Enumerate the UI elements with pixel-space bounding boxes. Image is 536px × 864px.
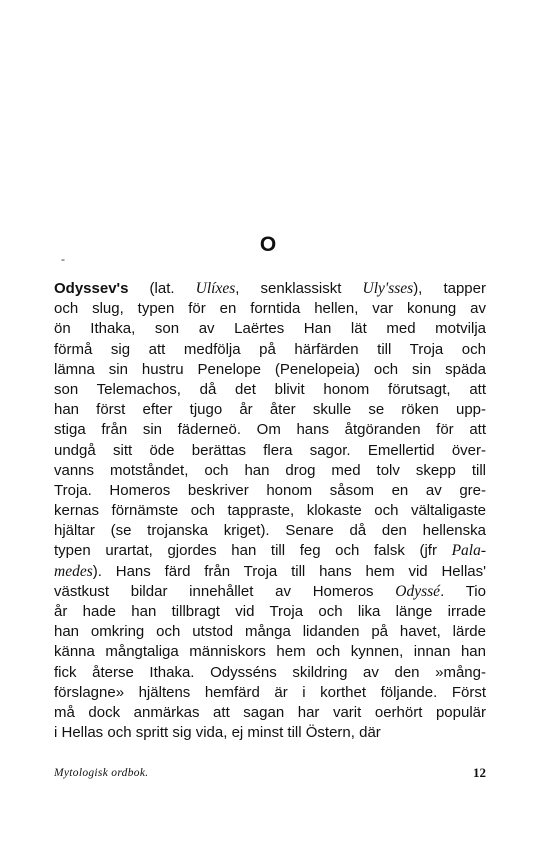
entry-line <box>54 602 486 622</box>
entry-headword: Odyssev's <box>54 280 129 297</box>
page-footer <box>54 765 486 783</box>
entry-line <box>54 521 486 541</box>
footer-signature: Mytologisk ordbok. <box>54 767 149 779</box>
entry-text: känna mångtaliga människors hem och kynnen, innan han <box>54 643 486 661</box>
section-letter-heading: O <box>259 233 277 256</box>
entry-text: stiga från sin fäderneö. Om hans åtgöranden för att <box>54 421 486 439</box>
entry-text: kernas förnämste och tappraste, klokaste och vältaligaste <box>54 502 486 520</box>
italic-term: Odyssé <box>395 582 441 600</box>
entry-text: år hade han tillbragt vid Troja och lika länge irrade <box>54 603 486 620</box>
page-number: 12 <box>473 765 486 780</box>
entry-text: i Hellas och spritt sig vida, ej minst till Östern, där <box>54 724 381 742</box>
entry-line <box>54 360 486 380</box>
entry-line <box>54 299 486 319</box>
entry-line <box>54 562 486 582</box>
entry-line <box>54 380 486 400</box>
entry-line <box>54 400 486 420</box>
entry-text: fick återse Ithaka. Odysséns skildring av den »mång- <box>54 663 486 681</box>
entry-line <box>54 683 486 703</box>
italic-term: Ulíxes <box>195 280 236 297</box>
margin-mark: - <box>61 252 65 266</box>
entry-text: (lat. <box>128 280 196 297</box>
entry-text: förmå sig att medfölja på härfärden till Troja och <box>54 340 486 358</box>
entry-line <box>54 501 486 521</box>
entry-text: han först efter tjugo år åter skulle se röken upp- <box>54 401 486 419</box>
entry-text: ). Hans färd från Troja till hans hem vid Hellas' <box>92 562 486 580</box>
entry-line <box>54 541 486 561</box>
entry-line <box>54 441 486 461</box>
entry-line <box>54 663 486 683</box>
entry-text: Troja. Homeros beskriver honom såsom en av gre- <box>54 481 486 499</box>
entry-text: hjältar (se trojanska kriget). Senare då den hellenska <box>54 522 486 540</box>
entry-text: undgå sitt öde berättas flera sagor. Emellertid över- <box>54 441 486 459</box>
entry-text: och slug, typen för en forntida hellen, var konung av <box>54 300 486 318</box>
entry-line <box>54 340 486 360</box>
entry-text: ), tapper <box>413 280 486 297</box>
entry-text: typen urartat, gjordes han till feg och falsk (jfr <box>54 542 452 560</box>
italic-term: Uly'sses <box>362 280 414 297</box>
entry-text: , senklassiskt <box>235 280 363 297</box>
entry-text: han omkring och utstod många lidanden på havet, lärde <box>54 623 486 641</box>
entry-line <box>54 582 486 602</box>
entry-text: . Tio <box>440 582 486 600</box>
entry-text: västkust bildar innehållet av Homeros <box>54 582 396 600</box>
entry-line <box>54 420 486 440</box>
entry-text: ön Ithaka, son av Laërtes Han lät med motvilja <box>54 320 486 338</box>
entry-text: vanns motståndet, och han drog med tolv skepp till <box>54 461 486 479</box>
entry-text: lämna sin hustru Penelope (Penelopeia) och sin späda <box>54 360 486 378</box>
entry-line <box>54 279 486 299</box>
entry-line <box>54 723 486 743</box>
italic-term: Pala- <box>451 542 486 560</box>
entry-line <box>54 622 486 642</box>
italic-term: medes <box>54 562 93 580</box>
entry-line <box>54 319 486 339</box>
entry-line <box>54 703 486 723</box>
entry-text: förslagne» hjältens hemfärd är i korthet följande. Först <box>54 683 486 701</box>
entry-line <box>54 642 486 662</box>
entry-text: son Telemachos, då det blivit honom förutsagt, att <box>54 380 486 398</box>
entry-line <box>54 481 486 501</box>
entry-line <box>54 461 486 481</box>
entry-text: må dock anmärkas att sagan har varit oerhört populär <box>54 703 486 721</box>
dictionary-entry <box>54 279 486 743</box>
